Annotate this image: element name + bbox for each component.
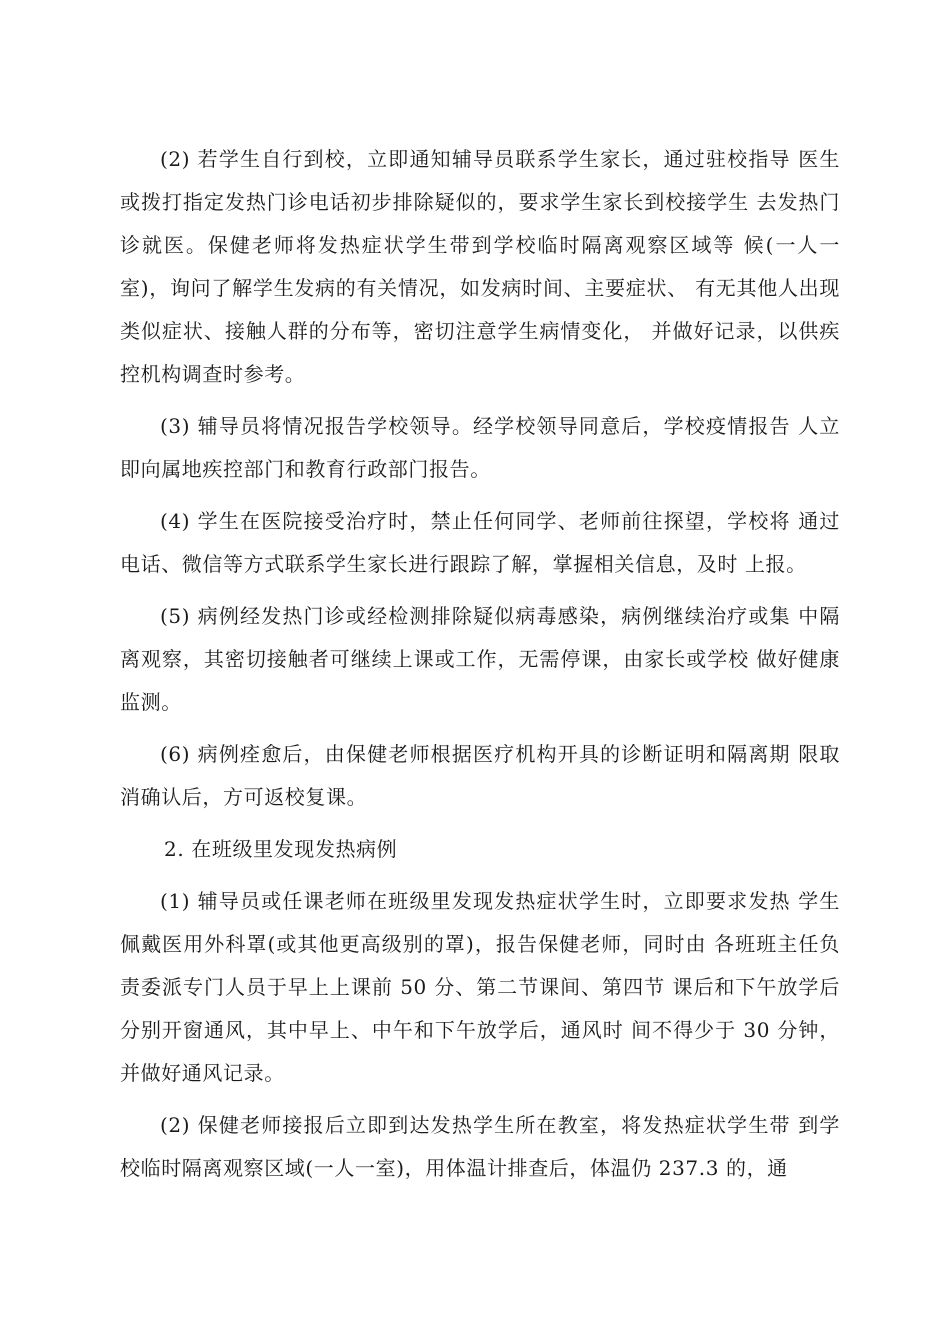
paragraph-1-class-discovery: (1) 辅导员或任课老师在班级里发现发热症状学生时，立即要求发热 学生佩戴医用外科罩(或其他更高级别的罩)，报告保健老师，同时由 各班班主任负责委派专门人员于早上上课前 50 分、第二节课间、第四节 课后和下午放学后分别开窗通风，其中早上、中午和下午放学后，通风时 间不得少于 30 分钟，并做好通风记录。	[120, 889, 840, 1085]
paragraph-3-report-leadership: (3) 辅导员将情况报告学校领导。经学校领导同意后，学校疫情报告 人立即向属地疾控部门和教育行政部门报告。	[120, 414, 840, 481]
paragraph-6-recovery: (6) 病例痊愈后，由保健老师根据医疗机构开具的诊断证明和隔离期 限取消确认后，方可返校复课。	[120, 742, 840, 809]
paragraph-4-hospital-treatment: (4) 学生在医院接受治疗时，禁止任何同学、老师前往探望，学校将 通过电话、微信等方式联系学生家长进行跟踪了解，掌握相关信息，及时 上报。	[120, 509, 840, 576]
section-heading-class-fever: 2. 在班级里发现发热病例	[164, 837, 398, 861]
document-body	[120, 138, 840, 1199]
paragraph-5-exclusion: (5) 病例经发热门诊或经检测排除疑似病毒感染，病例继续治疗或集 中隔离观察，其密切接触者可继续上课或工作，无需停课，由家长或学校 做好健康监测。	[120, 604, 840, 714]
paragraph-2-self-arrival: (2) 若学生自行到校，立即通知辅导员联系学生家长，通过驻校指导 医生或拨打指定发热门诊电话初步排除疑似的，要求学生家长到校接学生 去发热门诊就医。保健老师将发热症状学生带到学校临时隔离观察区域等 候(一人一室)，询问了解学生发病的有关情况，如发病时间、主要症状、 有无其他人出现类似症状、接触人群的分布等，密切注意学生病情变化， 并做好记录，以供疾控机构调查时参考。	[120, 147, 840, 386]
paragraph-2-nurse-response: (2) 保健老师接报后立即到达发热学生所在教室，将发热症状学生带 到学校临时隔离观察区域(一人一室)，用体温计排查后，体温仍 237.3 的，通	[120, 1113, 840, 1180]
